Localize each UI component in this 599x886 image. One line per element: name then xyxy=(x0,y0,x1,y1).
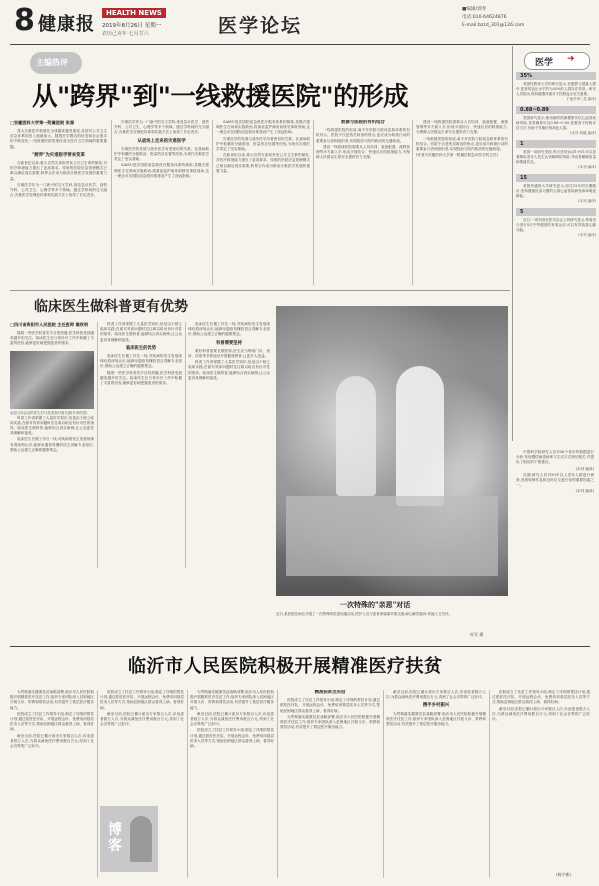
sidebar-item-label: 0.88~0.89 xyxy=(516,106,596,114)
main-para-6: 一线救援医院的形成,离不开医院与院前急救体系的有机结合。医院不仅是伤员救治的终点,更应成为救援行动的重要参与者和组织者,实现院前与院内救治的无缝衔接。 xyxy=(316,128,410,143)
section-title: 医学论坛 xyxy=(218,15,303,37)
main-headline: 从"跨界"到"一线救援医院"的形成 xyxy=(32,82,409,112)
bottom-para-3c: 截至目前,医院已累计派出专家数百人次,诊治患者数万人次,为群众减免医疗费用数百万元,得到了社会各界的广泛好评。 xyxy=(190,711,274,727)
photo-figure-shape xyxy=(336,376,376,496)
paper-name: 健康报 xyxy=(38,14,95,35)
sidebar-item-source: (本刊 刘健 编译) xyxy=(570,131,596,135)
sidebar-item xyxy=(516,72,596,102)
second-photo-caption: 参加义诊活动的医生们与患者面对面交流(作者供图) xyxy=(10,410,88,415)
main-article-author: □安徽医科大学第一附属医院 张源 xyxy=(10,120,75,125)
masthead xyxy=(0,0,599,46)
main-article-col-5 xyxy=(416,120,508,285)
sidebar-item xyxy=(516,106,596,136)
sidebar-item-text: 美国性教育大学的研究显示,在肥胖与超重人群中,患者的血压水平约为35%的人群存在异常。研究人员指出,保持健康体重对于控制血压至关重要。 xyxy=(516,82,596,96)
col-divider xyxy=(97,322,98,568)
right-sidebar xyxy=(516,46,596,446)
second-para-3b: 临床医生长期工作在一线,对疾病的发生发展规律有着深刻认识,能够用通俗易懂的语言讲解专业知识,帮助公众建立正确的健康观念。 xyxy=(100,354,182,369)
sidebar-title-badge xyxy=(524,52,590,70)
sidebar-item-source: (本刊 编译) xyxy=(578,233,596,237)
col-divider xyxy=(489,690,490,878)
bottom-col-1 xyxy=(10,690,94,878)
main-para-4b: 灾难医学的发展与战争医学有着密切的关系。在战场救护中积累的分级救治、批量伤员处置等经验,为现代灾难医学奠定了坚实基础。 xyxy=(216,136,310,152)
bottom-para-3: 截至目前,医院已累计派出专家数百人次,诊治患者数万人次,为群众减免医疗费用数百万元,得到了社会各界的广泛好评。 xyxy=(10,733,94,749)
col-divider xyxy=(383,690,384,878)
editor-email: E-mail:bzzd_301@126.com xyxy=(462,23,525,28)
main-photo xyxy=(276,306,508,596)
main-article-col-4 xyxy=(316,120,410,285)
sidebar-items xyxy=(516,72,596,242)
issue-date: 2019年8月26日 星期一 xyxy=(102,23,162,29)
col-divider xyxy=(187,690,188,878)
sidebar-item-source: (本刊 编译) xyxy=(578,165,596,169)
sidebar-title-arrow-icon: ➜ xyxy=(567,54,575,64)
photo-bed-shape xyxy=(286,496,498,576)
main-article-col-3 xyxy=(216,120,310,285)
second-para-4: 做好科普需要长期坚持,医生应当利用门诊、查房、讲座等多种途径开展健康教育,让更多人受益。 xyxy=(188,348,270,359)
sidebar-item-label: 1 xyxy=(516,140,596,148)
photo-description-text: 近日,某医院在病区开展了一次特殊的医患沟通活动,医护人员与患者家属面对面交流,耐心解答疑问,传递人文关怀。 xyxy=(276,612,452,616)
bottom-para-3e: 截至目前,医院已累计派出专家数百人次,诊治患者数万人次,为群众减免医疗费用数百万元,得到了社会各界的广泛好评。 xyxy=(386,690,486,700)
second-para-2b: 科普工作者掌握了大量医学知识,但是由于缺乏临床实践,在面对具体问题时往往难以给出有针对性的指导。临床医生做科普,能够结合真实病例,让公众更容易理解和接受。 xyxy=(100,322,182,342)
second-para-3: 临床医生长期工作在一线,对疾病的发生发展规律有着深刻认识,能够用通俗易懂的语言讲解专业知识,帮助公众建立正确的健康观念。 xyxy=(10,437,94,452)
main-subhead-2: 从战场上走来的灾难医学 xyxy=(137,138,186,144)
photo-credit: 杜军 摄 xyxy=(470,632,484,637)
second-article-photo xyxy=(10,351,94,409)
main-para-4: 灾难医学的发展与战争医学有着密切的关系。在战场救护中积累的分级救治、批量伤员处置等经验,为现代灾难医学奠定了坚实基础。 xyxy=(114,146,209,162)
col-divider xyxy=(277,690,278,878)
sidebar-item-label: 5 xyxy=(516,208,596,216)
page-number: 8 xyxy=(14,3,35,38)
blog-badge xyxy=(100,806,158,872)
bottom-signature: (杨宇新) xyxy=(556,872,572,877)
sidebar-item-text: 美国华盛顿大学研究显示,经过15年的长期随访,坚持健康饮食习惯的人群心血管疾病发病率明显降低。 xyxy=(516,184,596,198)
sidebar-title: 医学 xyxy=(535,58,554,68)
second-para-3c: 临床医生长期工作在一线,对疾病的发生发展规律有着深刻认识,能够用通俗易懂的语言讲解专业知识,帮助公众建立正确的健康观念。 xyxy=(188,322,270,337)
main-article-col-2 xyxy=(114,120,209,285)
sidebar-item-label: 15 xyxy=(516,174,596,182)
bottom-para-1d: 为贯彻落实健康扶贫战略部署,临沂市人民医院积极开展精准医疗扶贫工作,组织专家团队深入贫困地区开展义诊、带教和帮扶活动,有效提升了基层医疗服务能力。 xyxy=(280,714,380,730)
col-divider xyxy=(212,120,213,285)
second-para-2: 科普工作者掌握了大量医学知识,但是由于缺乏临床实践,在面对具体问题时往往难以给出有针对性的指导。临床医生做科普,能够结合真实病例,让公众更容易理解和接受。 xyxy=(10,415,94,436)
second-article-col-3 xyxy=(188,322,270,568)
bottom-col-6 xyxy=(492,690,590,870)
sidebar-item xyxy=(516,208,596,238)
bottom-para-2d: 医院成立了扶贫工作领导小组,制定了详细的帮扶计划,通过派驻医疗队、开展远程会诊、免费培训基层医务人员等方式,帮助贫困地区群众看得上病、看得好病。 xyxy=(280,698,380,713)
second-subhead-2: 科普需要坚持 xyxy=(216,340,242,346)
editor-phone: 电话:010-64624876 xyxy=(462,15,507,20)
main-article-col-1 xyxy=(10,120,107,285)
second-para-2c: 科普工作者掌握了大量医学知识,但是由于缺乏临床实践,在面对具体问题时往往难以给出有针对性的指导。临床医生做科普,能够结合真实病例,让公众更容易理解和接受。 xyxy=(188,360,270,380)
sidebar-item-text: 美国研究显示,使用新的预测模型评估心血管疾病风险,其准确度可达0.88~0.89,显著高于传统评估方法,有助于早期识别高危人群。 xyxy=(516,116,596,130)
sidebar-item-source: (本刊 编译) xyxy=(578,199,596,203)
blog-person-icon xyxy=(130,816,152,862)
second-article-col-1 xyxy=(10,322,94,568)
bottom-subhead-2: 携手乡村振兴 xyxy=(422,703,450,709)
col-divider xyxy=(313,120,314,285)
bottom-para-2f: 医院成立了扶贫工作领导小组,制定了详细的帮扶计划,通过派驻医疗队、开展远程会诊、免费培训基层医务人员等方式,帮助贫困地区群众看得上病、看得好病。 xyxy=(492,690,590,705)
right-lower-source-2: (本刊 编译) xyxy=(575,489,594,494)
sidebar-item-text: 近日,一项刊登在医学杂志上的研究显示,每周至少进行5次中等强度的有氧运动,可以有效改善心肺功能。 xyxy=(516,218,596,232)
photo-figure-shape xyxy=(396,366,444,506)
bottom-col-4 xyxy=(280,690,380,878)
editor-tag xyxy=(30,52,82,74)
main-para-1: 建大灾难医疗救援在全球越来越受重视,各国对公共卫生应急体系的投入逐渐加大。随着医学模式的转变和社会需求的不断变化,一线救援医院的建设成为医疗卫生领域的重要课题。 xyxy=(10,129,107,149)
second-headline: 临床医生做科普更有优势 xyxy=(34,299,188,315)
main-para-7b: 建设一线救援医院需要从人员培训、装备配置、流程管理等多方面入手,形成平战结合、快速反应的救援能力,为保障人民群众生命安全提供有力支撑。 xyxy=(416,120,508,135)
second-para-1: 随着一些医学科普类节目的热播,医学科普受到越来越多的关注。临床医生在日常诊疗工作中积累了丰富的经验,能够更好地把握患者的需求。 xyxy=(10,331,94,346)
sidebar-item xyxy=(516,140,596,170)
sidebar-divider xyxy=(512,46,513,441)
right-lower-para-2: 近期,研究人员对90岁以上老年人群进行调查,发现规律作息和良好社交是长寿的重要因素之一。 xyxy=(516,472,594,488)
bottom-col-2 xyxy=(100,690,184,800)
section-rule xyxy=(10,290,510,291)
bottom-para-2b: 医院成立了扶贫工作领导小组,制定了详细的帮扶计划,通过派驻医疗队、开展远程会诊、免费培训基层医务人员等方式,帮助贫困地区群众看得上病、看得好病。 xyxy=(100,690,184,710)
bottom-para-3b: 截至目前,医院已累计派出专家数百人次,诊治患者数万人次,为群众减免医疗费用数百万元,得到了社会各界的广泛好评。 xyxy=(100,711,184,727)
col-divider xyxy=(412,120,413,285)
second-article-col-2 xyxy=(100,322,182,568)
bottom-para-2c: 医院成立了扶贫工作领导小组,制定了详细的帮扶计划,通过派驻医疗队、开展远程会诊、免费培训基层医务人员等方式,帮助贫困地区群众看得上病、看得好病。 xyxy=(190,728,274,749)
right-lower-source: (本刊 编译) xyxy=(575,466,594,471)
bottom-rule xyxy=(10,646,590,647)
sidebar-item-label: 35% xyxy=(516,72,596,80)
tag-label: 主编热评 xyxy=(36,58,68,67)
bottom-headline: 临沂市人民医院积极开展精准医疗扶贫 xyxy=(128,656,443,677)
editor-info xyxy=(462,6,524,30)
right-lower-para: 中国科学院研究人员对36个省市的数据进行分析,发现慢性病患病率与生活方式密切相关,并提出了相应的干预建议。 xyxy=(516,450,594,465)
sidebar-item-source: ("他乡谈",龙 编译) xyxy=(566,97,596,101)
lunar-date: 农历己亥年 七月廿六 xyxy=(102,31,149,37)
main-subhead-1: "跨界"为灾难医学带来变革 xyxy=(32,152,85,158)
second-para-1b: 随着一些医学科普类节目的热播,医学科普受到越来越多的关注。临床医生在日常诊疗工作中积累了丰富的经验,能够更好地把握患者的需求。 xyxy=(100,370,182,386)
bottom-para-1: 为贯彻落实健康扶贫战略部署,临沂市人民医院积极开展精准医疗扶贫工作,组织专家团队深入贫困地区开展义诊、带教和帮扶活动,有效提升了基层医疗服务能力。 xyxy=(10,690,94,710)
second-subhead-1: 临床医生的优势 xyxy=(125,345,157,351)
main-para-3: 灾难医学作为一门新兴的交叉学科,涉及急诊医学、创伤外科、公共卫生、心理学等多个领域。通过学科间的交叉融合,灾难医学在理论体系和实践方法上取得了长足进步。 xyxy=(10,182,107,198)
main-para-2b: 在新世纪以来,重大自然灾害和突发公共卫生事件频发,对医疗救援能力提出了更高要求。传统的医院应急管理模式已难以满足现实需要,跨界合作成为推动灾难医学发展的重要力量。 xyxy=(216,153,310,173)
bottom-subhead-1: 精准扶贫出实招 xyxy=(314,690,346,695)
col-divider xyxy=(185,322,186,568)
bottom-para-1e: 为贯彻落实健康扶贫战略部署,临沂市人民医院积极开展精准医疗扶贫工作,组织专家团队深入贫困地区开展义诊、带教和帮扶活动,有效提升了基层医疗服务能力。 xyxy=(386,711,486,727)
main-subhead-3: 救援与医院的有机结合 xyxy=(341,120,385,125)
blog-label: 博客 xyxy=(108,822,122,854)
second-article-author: □四川省资阳市人民医院 主任医师 谢欣明 xyxy=(10,322,89,327)
right-lower-column xyxy=(516,450,594,640)
main-photo-caption: 一次特殊的"亲恩"对话 xyxy=(340,600,411,609)
bottom-para-3f: 截至目前,医院已累计派出专家数百人次,诊治患者数万人次,为群众减免医疗费用数百万元,得到了社会各界的广泛好评。 xyxy=(492,706,590,722)
main-para-5b: SAMU是法国院前急救医疗服务体系的简称,其模式强调医生在现场实施救治,将重症监护病房前移至事故现场,这一理念对各国院前急救体系建设产生了深远影响。 xyxy=(216,120,310,135)
english-name-badge: HEALTH NEWS xyxy=(102,8,166,18)
col-divider xyxy=(111,120,112,285)
editor-name: ■编辑/郭寿 xyxy=(462,7,487,12)
bottom-para-1c: 为贯彻落实健康扶贫战略部署,临沂市人民医院积极开展精准医疗扶贫工作,组织专家团队深入贫困地区开展义诊、带教和帮扶活动,有效提升了基层医疗服务能力。 xyxy=(190,690,274,710)
main-para-5: SAMU是法国院前急救医疗服务体系的简称,其模式强调医生在现场实施救治,将重症监护病房前移至事故现场,这一理念对各国院前急救体系建设产生了深远影响。 xyxy=(114,163,209,178)
main-para-2: 在新世纪以来,重大自然灾害和突发公共卫生事件频发,对医疗救援能力提出了更高要求。传统的医院应急管理模式已难以满足现实需要,跨界合作成为推动灾难医学发展的重要力量。 xyxy=(10,161,107,181)
main-byline-end: (作者为安徽医科大学第一附属医院急诊医学科主任) xyxy=(416,153,498,158)
sidebar-item-text: 美国一项研究发现,每天坚持运动1小时,可以显著降低老年人发生认知障碍的风险,并改善睡眠质量和情绪状态。 xyxy=(516,150,596,164)
bottom-col-5 xyxy=(386,690,486,878)
col-divider xyxy=(97,690,98,878)
masthead-rule xyxy=(10,44,590,45)
bottom-col-3 xyxy=(190,690,274,878)
sidebar-item xyxy=(516,174,596,204)
bottom-para-2: 医院成立了扶贫工作领导小组,制定了详细的帮扶计划,通过派驻医疗队、开展远程会诊、免费培训基层医务人员等方式,帮助贫困地区群众看得上病、看得好病。 xyxy=(10,711,94,732)
main-para-7: 建设一线救援医院需要从人员培训、装备配置、流程管理等多方面入手,形成平战结合、快速反应的救援能力,为保障人民群众生命安全提供有力支撑。 xyxy=(316,144,410,160)
main-para-3b: 灾难医学作为一门新兴的交叉学科,涉及急诊医学、创伤外科、公共卫生、心理学等多个领域。通过学科间的交叉融合,灾难医学在理论体系和实践方法上取得了长足进步。 xyxy=(114,120,209,135)
main-para-6b: 一线救援医院的形成,离不开医院与院前急救体系的有机结合。医院不仅是伤员救治的终点,更应成为救援行动的重要参与者和组织者,实现院前与院内救治的无缝衔接。 xyxy=(416,136,508,152)
